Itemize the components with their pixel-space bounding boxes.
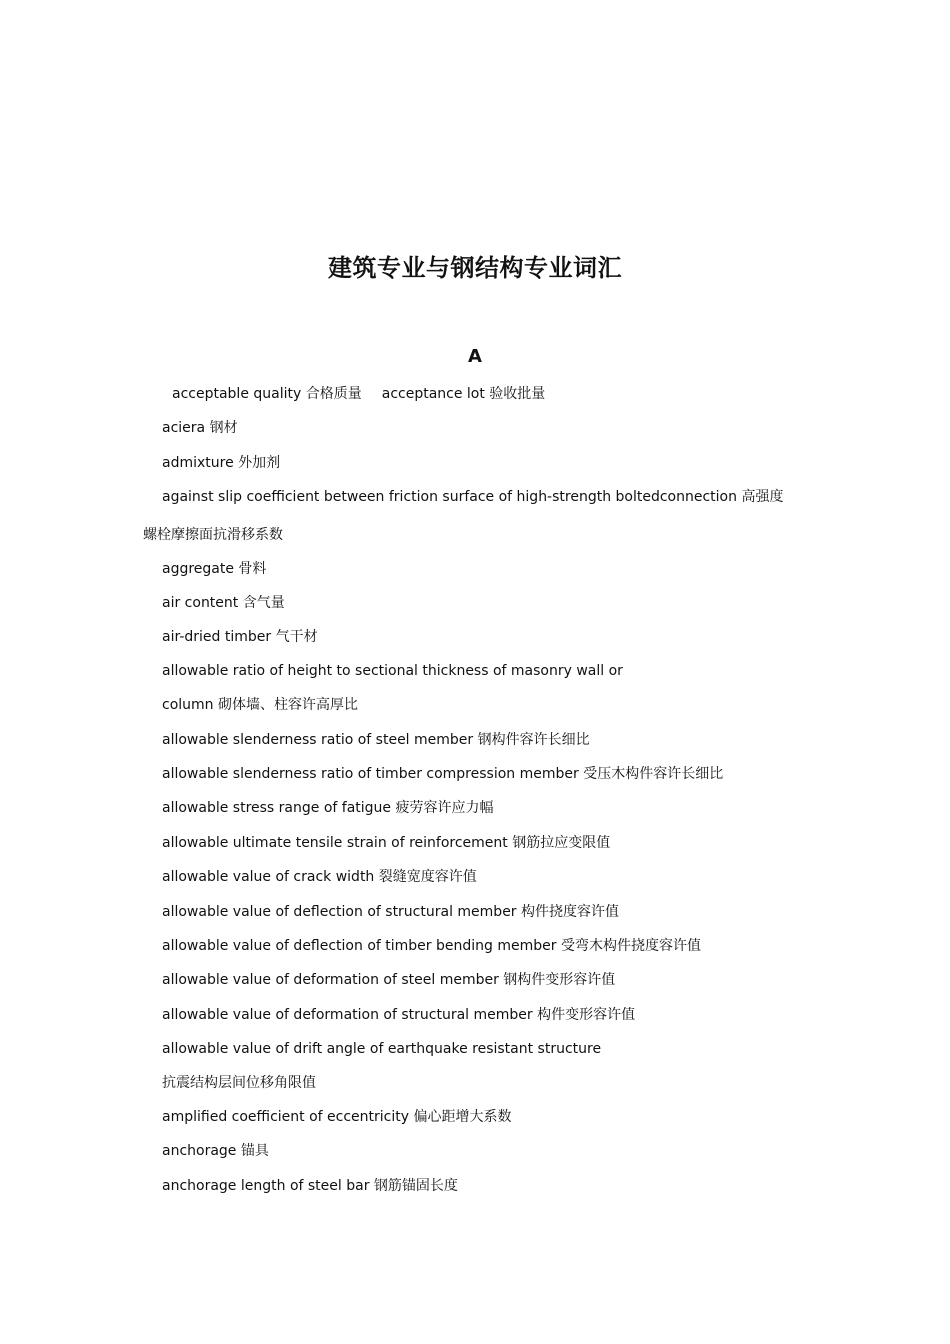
list-item-continuation: 抗震结构层间位移角限值 <box>162 1075 316 1091</box>
list-item: allowable value of deflection of structural member 构件挠度容许值 <box>162 904 620 920</box>
section-heading: A <box>468 346 482 367</box>
list-item: against slip coefficient between friction surface of high-strength boltedconnection 高强度 <box>162 489 784 505</box>
list-item: anchorage length of steel bar 钢筋锚固长度 <box>162 1178 458 1194</box>
list-item: allowable ultimate tensile strain of reinforcement 钢筋拉应变限值 <box>162 835 611 851</box>
page-title: 建筑专业与钢结构专业词汇 <box>328 254 622 282</box>
term-acceptable-quality: acceptable quality 合格质量 <box>172 386 362 402</box>
term-acceptance-lot: acceptance lot 验收批量 <box>381 386 546 402</box>
list-item: anchorage 锚具 <box>162 1143 269 1159</box>
list-item-continuation: column 砌体墙、柱容许高厚比 <box>162 697 358 713</box>
list-item: allowable ratio of height to sectional thickness of masonry wall or <box>162 663 623 679</box>
list-item: air-dried timber 气干材 <box>162 629 318 645</box>
list-item: allowable value of drift angle of earthquake resistant structure <box>162 1041 602 1057</box>
list-item: aggregate 骨料 <box>162 561 267 577</box>
list-item-continuation: 螺栓摩擦面抗滑移系数 <box>143 527 283 543</box>
list-item: allowable value of deformation of structural member 构件变形容许值 <box>162 1007 636 1023</box>
list-item: admixture 外加剂 <box>162 455 281 471</box>
list-item: allowable value of crack width 裂缝宽度容许值 <box>162 869 477 885</box>
list-item: allowable stress range of fatigue 疲劳容许应力幅 <box>162 800 494 816</box>
list-item: aciera 钢材 <box>162 420 238 436</box>
list-item: allowable slenderness ratio of timber compression member 受压木构件容许长细比 <box>162 766 724 782</box>
list-item: air content 含气量 <box>162 595 285 611</box>
list-item: allowable slenderness ratio of steel member 钢构件容许长细比 <box>162 732 590 748</box>
list-item: amplified coefficient of eccentricity 偏心距增大系数 <box>162 1109 512 1125</box>
list-item <box>172 385 545 403</box>
list-item: allowable value of deflection of timber bending member 受弯木构件挠度容许值 <box>162 938 701 954</box>
list-item: allowable value of deformation of steel member 钢构件变形容许值 <box>162 972 616 988</box>
